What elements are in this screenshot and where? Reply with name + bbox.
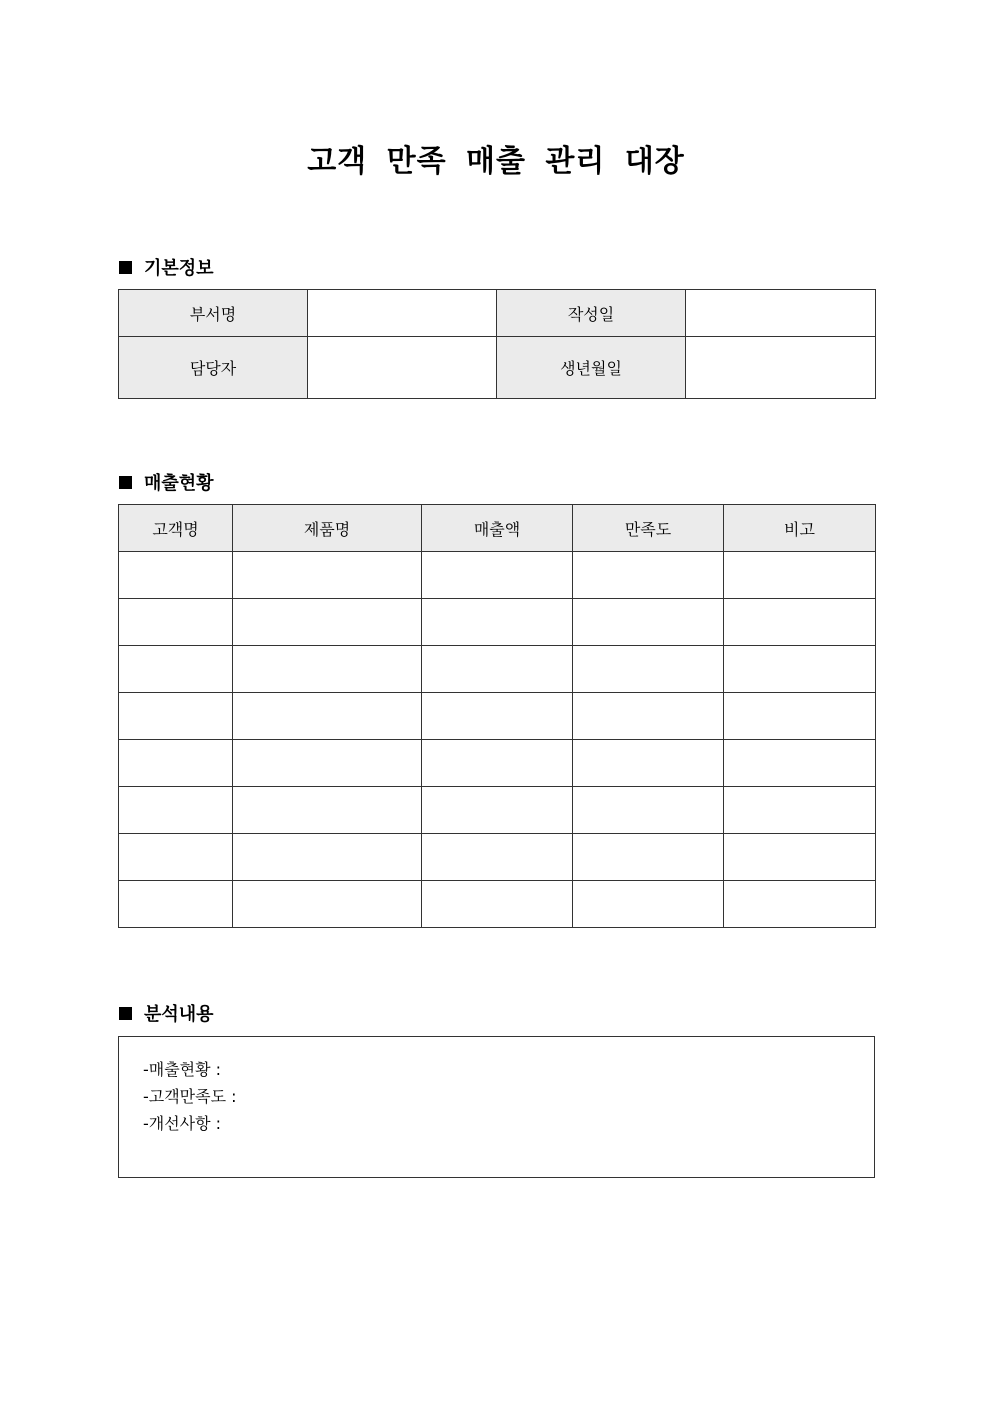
column-header-customer: 고객명 <box>119 505 233 552</box>
table-cell[interactable] <box>724 646 876 693</box>
table-cell[interactable] <box>422 693 573 740</box>
table-row <box>119 834 876 881</box>
table-cell[interactable] <box>233 787 422 834</box>
table-row <box>119 646 876 693</box>
analysis-line-satisfaction: -고객만족도 : <box>143 1087 237 1106</box>
table-row <box>119 740 876 787</box>
table-cell[interactable] <box>573 552 724 599</box>
basic-info-heading <box>119 254 214 280</box>
birthdate-field[interactable] <box>686 337 876 399</box>
table-cell[interactable] <box>119 552 233 599</box>
table-cell[interactable] <box>573 646 724 693</box>
table-row <box>119 787 876 834</box>
sales-table <box>118 504 876 928</box>
table-cell[interactable] <box>422 646 573 693</box>
basic-info-heading-label: 기본정보 <box>144 258 214 279</box>
table-cell[interactable] <box>573 740 724 787</box>
table-cell[interactable] <box>422 881 573 928</box>
table-row <box>119 599 876 646</box>
table-cell[interactable] <box>233 646 422 693</box>
analysis-box[interactable] <box>118 1036 875 1178</box>
table-cell[interactable] <box>422 552 573 599</box>
table-cell[interactable] <box>119 693 233 740</box>
column-header-satisfaction: 만족도 <box>573 505 724 552</box>
table-cell[interactable] <box>119 646 233 693</box>
table-cell[interactable] <box>422 787 573 834</box>
square-bullet-icon <box>119 476 132 489</box>
table-cell[interactable] <box>422 834 573 881</box>
table-cell[interactable] <box>724 740 876 787</box>
column-header-product: 제품명 <box>233 505 422 552</box>
table-cell[interactable] <box>233 693 422 740</box>
manager-field[interactable] <box>308 337 497 399</box>
table-cell[interactable] <box>724 881 876 928</box>
document-title: 고객 만족 매출 관리 대장 <box>307 144 685 179</box>
table-cell[interactable] <box>119 881 233 928</box>
basic-info-row <box>119 337 876 399</box>
analysis-heading-label: 분석내용 <box>144 1004 214 1025</box>
table-cell[interactable] <box>573 693 724 740</box>
analysis-line-sales: -매출현황 : <box>143 1060 222 1079</box>
basic-info-row <box>119 290 876 337</box>
sales-heading-label: 매출현황 <box>144 473 214 494</box>
table-cell[interactable] <box>422 599 573 646</box>
table-cell[interactable] <box>119 787 233 834</box>
table-cell[interactable] <box>573 787 724 834</box>
table-cell[interactable] <box>724 693 876 740</box>
table-cell[interactable] <box>724 599 876 646</box>
table-cell[interactable] <box>573 834 724 881</box>
sales-heading <box>119 469 214 495</box>
basic-info-table <box>118 289 876 399</box>
date-field[interactable] <box>686 290 876 337</box>
column-header-sales-amount: 매출액 <box>422 505 573 552</box>
table-cell[interactable] <box>233 834 422 881</box>
table-cell[interactable] <box>422 740 573 787</box>
analysis-heading <box>119 1000 214 1026</box>
table-cell[interactable] <box>724 787 876 834</box>
column-header-remarks: 비고 <box>724 505 876 552</box>
square-bullet-icon <box>119 1007 132 1020</box>
table-row <box>119 552 876 599</box>
date-label: 작성일 <box>497 290 686 337</box>
department-label: 부서명 <box>119 290 308 337</box>
table-cell[interactable] <box>573 881 724 928</box>
table-row <box>119 693 876 740</box>
table-cell[interactable] <box>119 599 233 646</box>
square-bullet-icon <box>119 261 132 274</box>
table-cell[interactable] <box>724 834 876 881</box>
analysis-line-improvements: -개선사항 : <box>143 1114 222 1133</box>
table-cell[interactable] <box>233 740 422 787</box>
table-cell[interactable] <box>119 834 233 881</box>
department-field[interactable] <box>308 290 497 337</box>
table-cell[interactable] <box>119 740 233 787</box>
table-cell[interactable] <box>233 881 422 928</box>
birthdate-label: 생년월일 <box>497 337 686 399</box>
table-row <box>119 881 876 928</box>
manager-label: 담당자 <box>119 337 308 399</box>
table-cell[interactable] <box>233 552 422 599</box>
table-cell[interactable] <box>573 599 724 646</box>
table-cell[interactable] <box>724 552 876 599</box>
sales-header-row <box>119 505 876 552</box>
table-cell[interactable] <box>233 599 422 646</box>
